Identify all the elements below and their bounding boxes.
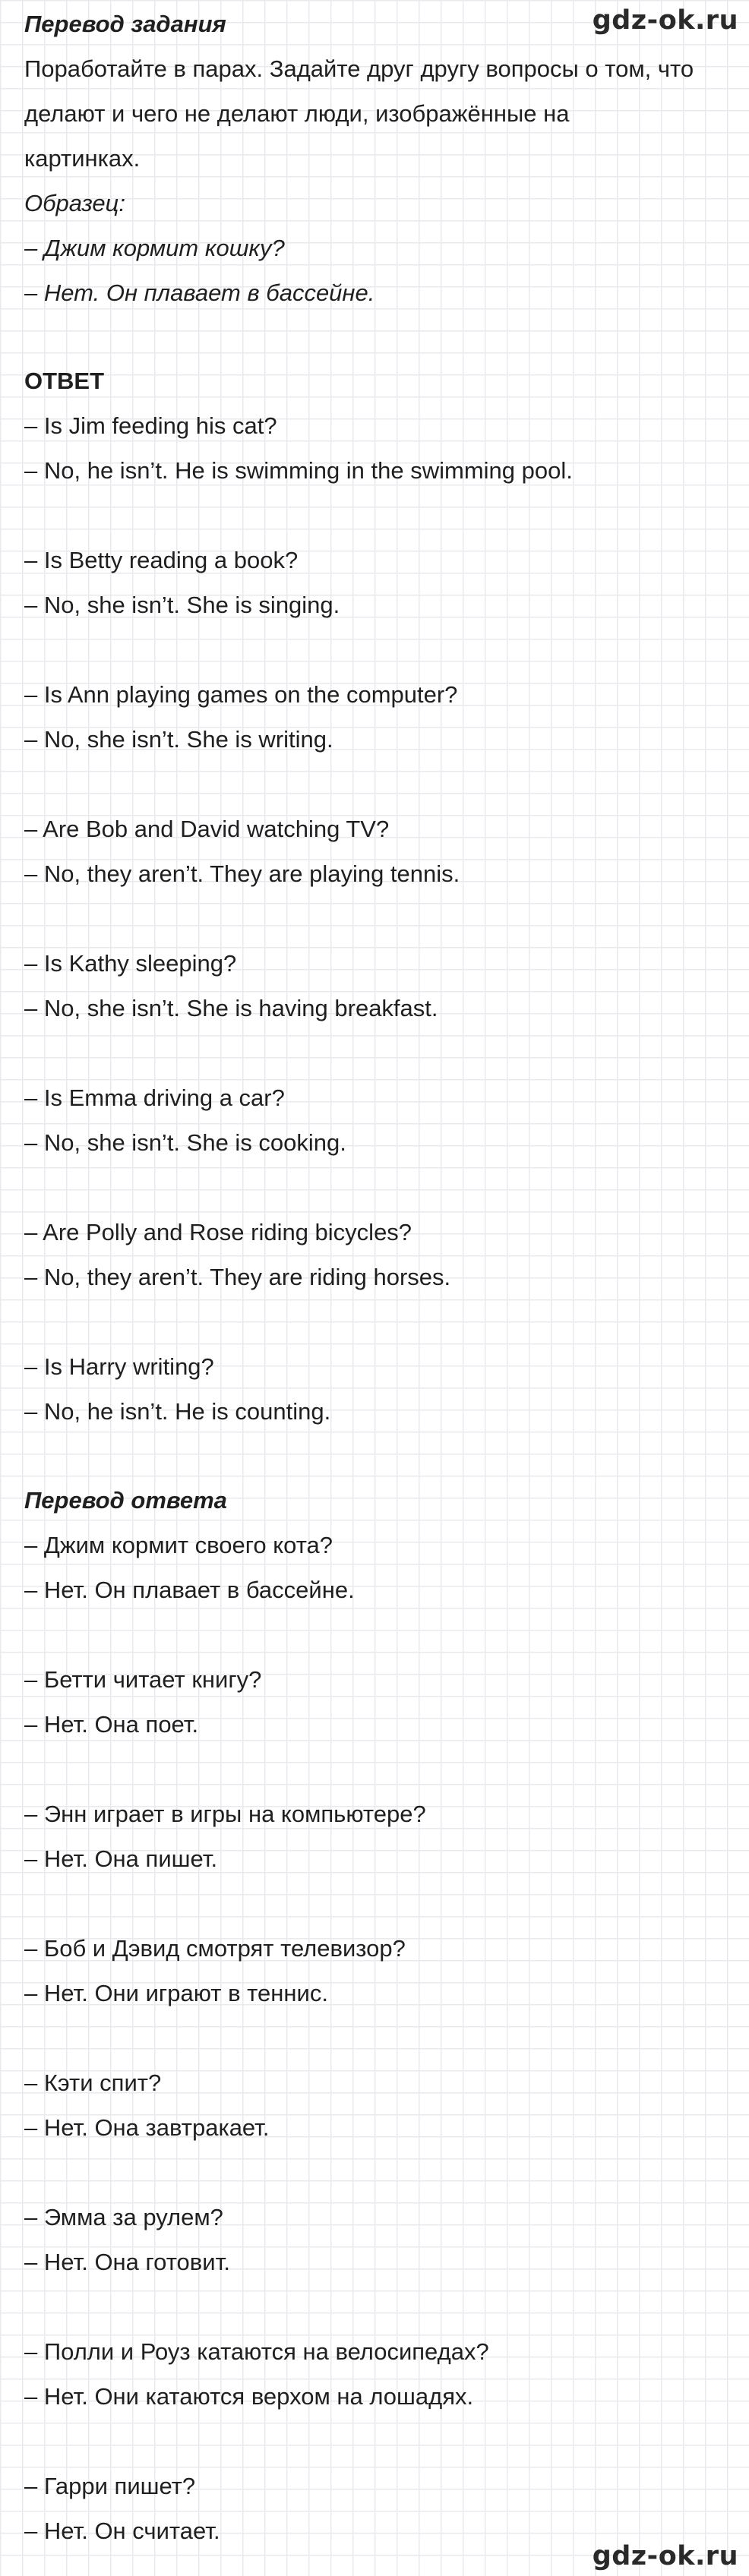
- task-line: картинках.: [24, 145, 141, 172]
- answer-line: – Нет. Они катаются верхом на лошадях.: [24, 2383, 474, 2410]
- question-line: – Гарри пишет?: [24, 2473, 196, 2499]
- answer-list: [24, 403, 725, 1434]
- qa-pair: [24, 538, 725, 627]
- example-line: – Нет. Он плавает в бассейне.: [24, 279, 375, 306]
- answer-line: – Нет. Она поет.: [24, 1711, 199, 1738]
- question-line: – Эмма за рулем?: [24, 2204, 223, 2230]
- watermark-bottom: gdz-ok.ru: [592, 2541, 738, 2571]
- answer-line: – No, she isn’t. She is singing.: [24, 592, 340, 618]
- answer-line: – Нет. Она готовит.: [24, 2249, 230, 2275]
- qa-pair: [24, 2195, 725, 2284]
- question-line: – Is Harry writing?: [24, 1353, 214, 1380]
- question-line: – Is Jim feeding his cat?: [24, 412, 277, 439]
- question-line: – Полли и Роуз катаются на велосипедах?: [24, 2338, 489, 2365]
- qa-pair: [24, 2329, 725, 2419]
- example-line: – Джим кормит кошку?: [24, 235, 285, 261]
- answer-section: [24, 358, 725, 1434]
- task-line: делают и чего не делают люди, изображённые на: [24, 100, 570, 127]
- answer-line: – Нет. Они играют в теннис.: [24, 1980, 328, 2006]
- qa-pair: [24, 672, 725, 762]
- question-line: – Is Kathy sleeping?: [24, 950, 237, 977]
- question-line: – Is Emma driving a car?: [24, 1084, 285, 1111]
- answer-line: – No, they aren’t. They are playing tennis.: [24, 860, 460, 887]
- task-translation-section: [24, 2, 725, 315]
- answer-line: – No, they aren’t. They are riding horses.: [24, 1264, 451, 1290]
- qa-pair: [24, 2464, 725, 2553]
- question-line: – Are Bob and David watching TV?: [24, 816, 390, 842]
- qa-pair: [24, 1075, 725, 1165]
- question-line: – Is Ann playing games on the computer?: [24, 681, 458, 708]
- answer-line: – No, she isn’t. She is cooking.: [24, 1129, 346, 1156]
- answer-line: – Нет. Она пишет.: [24, 1845, 218, 1872]
- answer-translation-section: [24, 1478, 725, 2553]
- qa-pair: [24, 2060, 725, 2150]
- question-line: – Бетти читает книгу?: [24, 1666, 262, 1693]
- qa-pair: [24, 1926, 725, 2016]
- answer-line: – No, he isn’t. He is counting.: [24, 1398, 331, 1425]
- qa-pair: [24, 1523, 725, 1612]
- question-line: – Джим кормит своего кота?: [24, 1532, 333, 1558]
- qa-pair: [24, 941, 725, 1031]
- qa-pair: [24, 1210, 725, 1299]
- qa-pair: [24, 1792, 725, 1881]
- example-label: Образец:: [24, 190, 125, 216]
- answer-translation-list: [24, 1523, 725, 2553]
- answer-line: – No, she isn’t. She is writing.: [24, 726, 333, 753]
- question-line: – Is Betty reading a book?: [24, 547, 299, 573]
- qa-pair: [24, 1657, 725, 1747]
- answer-line: – No, he isn’t. He is swimming in the swimming pool.: [24, 457, 573, 484]
- answer-line: – Нет. Она завтракает.: [24, 2114, 270, 2141]
- task-translation-heading: Перевод задания: [24, 11, 226, 37]
- answer-line: – Нет. Он плавает в бассейне.: [24, 1577, 355, 1603]
- answer-line: – No, she isn’t. She is having breakfast.: [24, 995, 438, 1021]
- question-line: – Are Polly and Rose riding bicycles?: [24, 1219, 412, 1245]
- question-line: – Боб и Дэвид смотрят телевизор?: [24, 1935, 406, 1962]
- answer-line: – Нет. Он считает.: [24, 2518, 220, 2544]
- task-line: Поработайте в парах. Задайте друг другу вопросы о том, что: [24, 55, 694, 82]
- question-line: – Кэти спит?: [24, 2069, 162, 2096]
- answer-heading: ОТВЕТ: [24, 368, 105, 394]
- qa-pair: [24, 1344, 725, 1434]
- question-line: – Энн играет в игры на компьютере?: [24, 1801, 426, 1827]
- answer-translation-heading: Перевод ответа: [24, 1487, 227, 1514]
- watermark-top: gdz-ok.ru: [592, 5, 738, 36]
- qa-pair: [24, 807, 725, 896]
- qa-pair: [24, 403, 725, 493]
